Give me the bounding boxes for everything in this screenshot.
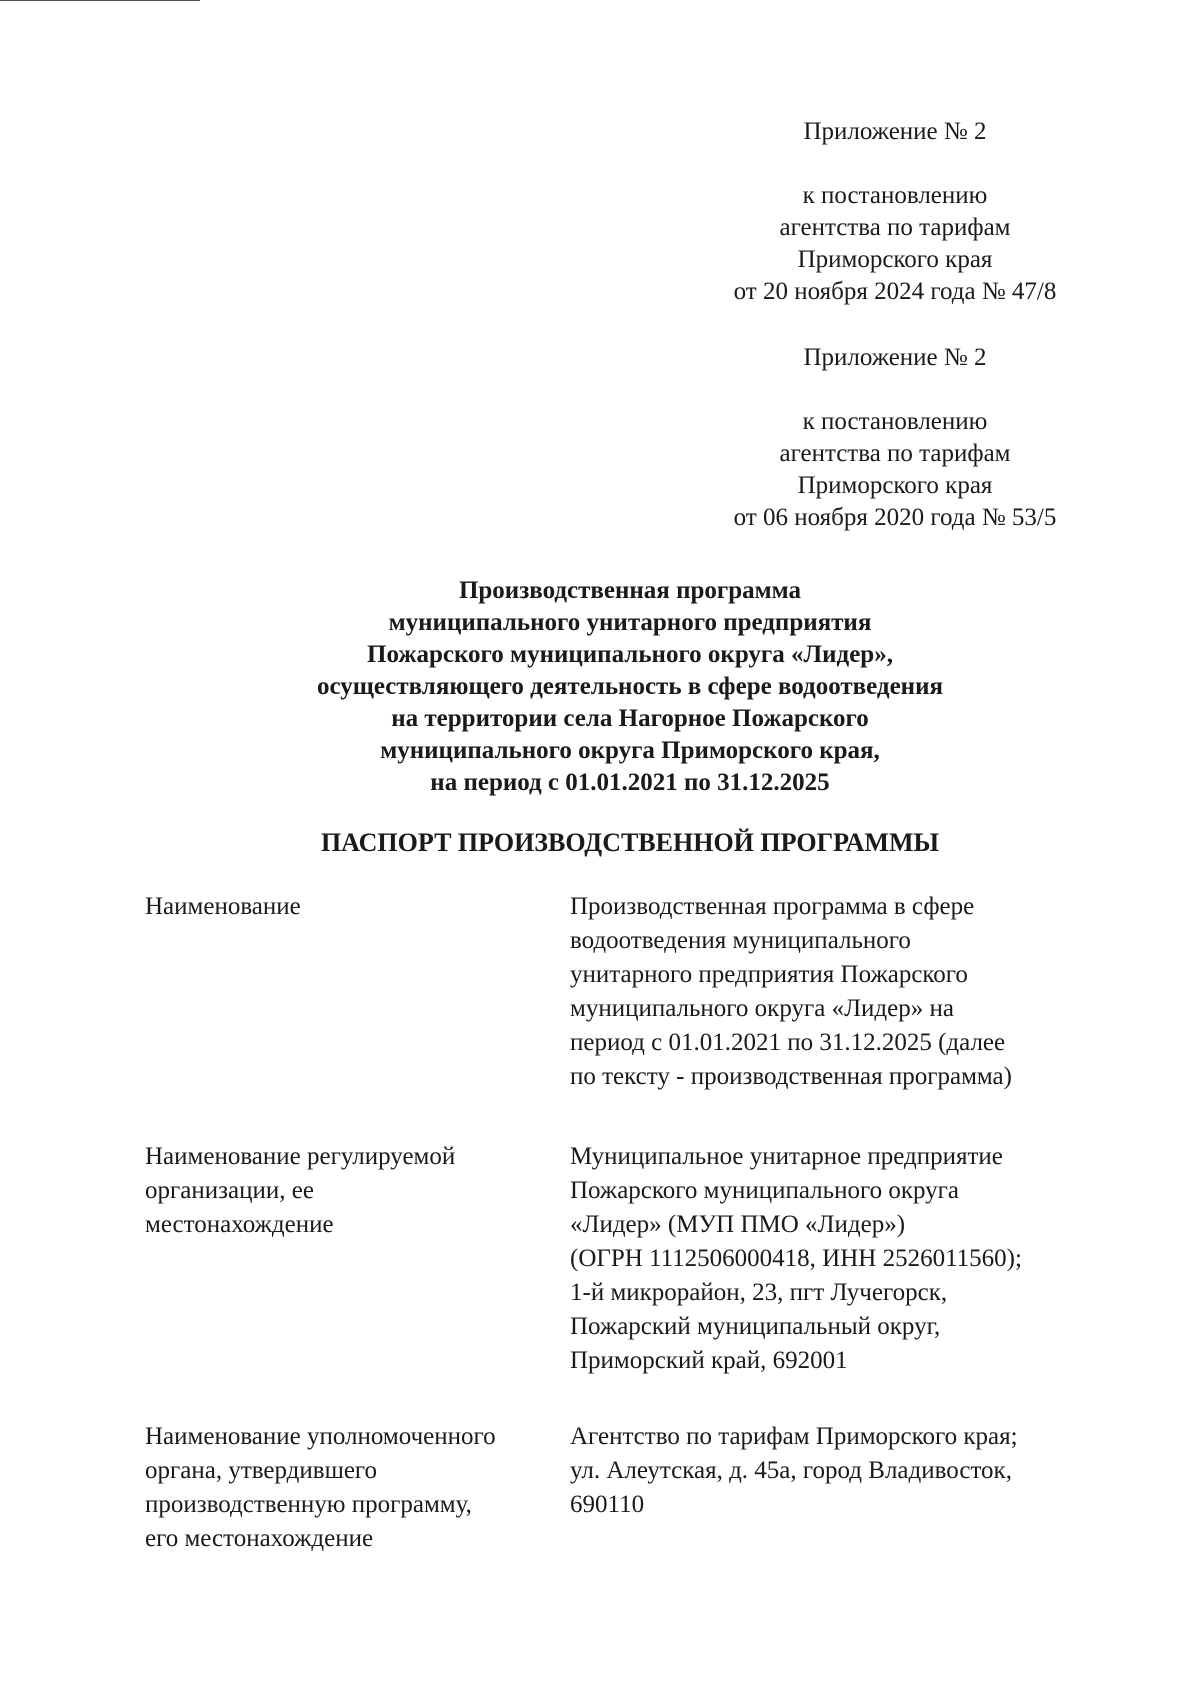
- appendix-heading: Приложение № 2: [803, 344, 987, 371]
- label-line: органа, утвердившего: [145, 1457, 378, 1484]
- title-line: Пожарского муниципального округа «Лидер»,: [367, 641, 893, 668]
- appendix-line: к постановлению: [802, 182, 988, 209]
- value-line: по тексту - производственная программа): [570, 1063, 1012, 1090]
- value-line: «Лидер» (МУП ПМО «Лидер»): [570, 1211, 906, 1238]
- label-line: местонахождение: [145, 1211, 334, 1238]
- label-line: организации, ее: [145, 1177, 314, 1204]
- label-line: его местонахождение: [145, 1525, 374, 1552]
- title-line: на территории села Нагорное Пожарского: [391, 705, 869, 732]
- passport-row-value: [570, 890, 1090, 1094]
- label-line: Наименование уполномоченного: [145, 1423, 496, 1450]
- value-line: водоотведения муниципального: [570, 927, 911, 954]
- value-line: Муниципальное унитарное предприятие: [570, 1143, 1003, 1170]
- value-line: Пожарского муниципального округа: [570, 1177, 959, 1204]
- value-line: муниципального округа «Лидер» на: [570, 995, 954, 1022]
- value-line: 1-й микрорайон, 23, пгт Лучегорск,: [570, 1279, 948, 1306]
- scan-edge-line: [0, 0, 200, 1]
- value-line: унитарного предприятия Пожарского: [570, 961, 968, 988]
- passport-row-label: [145, 890, 545, 924]
- value-line: Производственная программа в сфере: [570, 893, 975, 920]
- title-line: осуществляющего деятельность в сфере водоотведения: [316, 673, 943, 700]
- title-line: муниципального округа Приморского края,: [380, 737, 880, 764]
- appendix-line: к постановлению: [802, 408, 988, 435]
- value-line: 690110: [570, 1491, 645, 1518]
- label-line: производственную программу,: [145, 1491, 472, 1518]
- appendix-heading: Приложение № 2: [803, 118, 987, 145]
- value-line: период с 01.01.2021 по 31.12.2025 (далее: [570, 1029, 1006, 1056]
- appendix-note-current: [700, 116, 1090, 308]
- appendix-line: агентства по тарифам: [779, 214, 1011, 241]
- passport-row-label: [145, 1420, 545, 1556]
- value-line: (ОГРН 1112506000418, ИНН 2526011560);: [570, 1245, 1022, 1272]
- value-line: Пожарский муниципальный округ,: [570, 1313, 941, 1340]
- appendix-note-original: [700, 342, 1090, 534]
- passport-row-label: [145, 1140, 545, 1242]
- value-line: Приморский край, 692001: [570, 1347, 848, 1374]
- appendix-line: от 20 ноября 2024 года № 47/8: [733, 278, 1057, 305]
- value-line: ул. Алеутская, д. 45а, город Владивосток,: [570, 1457, 1012, 1484]
- document-title: [150, 575, 1110, 799]
- label-line: Наименование: [145, 893, 301, 920]
- passport-row-value: [570, 1420, 1090, 1522]
- passport-row-value: [570, 1140, 1090, 1378]
- appendix-line: Приморского края: [797, 472, 993, 499]
- passport-heading: ПАСПОРТ ПРОИЗВОДСТВЕННОЙ ПРОГРАММЫ: [320, 828, 940, 857]
- appendix-line: Приморского края: [797, 246, 993, 273]
- title-line: на период с 01.01.2021 по 31.12.2025: [430, 769, 830, 796]
- label-line: Наименование регулируемой: [145, 1143, 456, 1170]
- title-line: Производственная программа: [458, 577, 802, 604]
- appendix-line: от 06 ноября 2020 года № 53/5: [733, 504, 1057, 531]
- appendix-line: агентства по тарифам: [779, 440, 1011, 467]
- title-line: муниципального унитарного предприятия: [388, 609, 872, 636]
- value-line: Агентство по тарифам Приморского края;: [570, 1423, 1018, 1450]
